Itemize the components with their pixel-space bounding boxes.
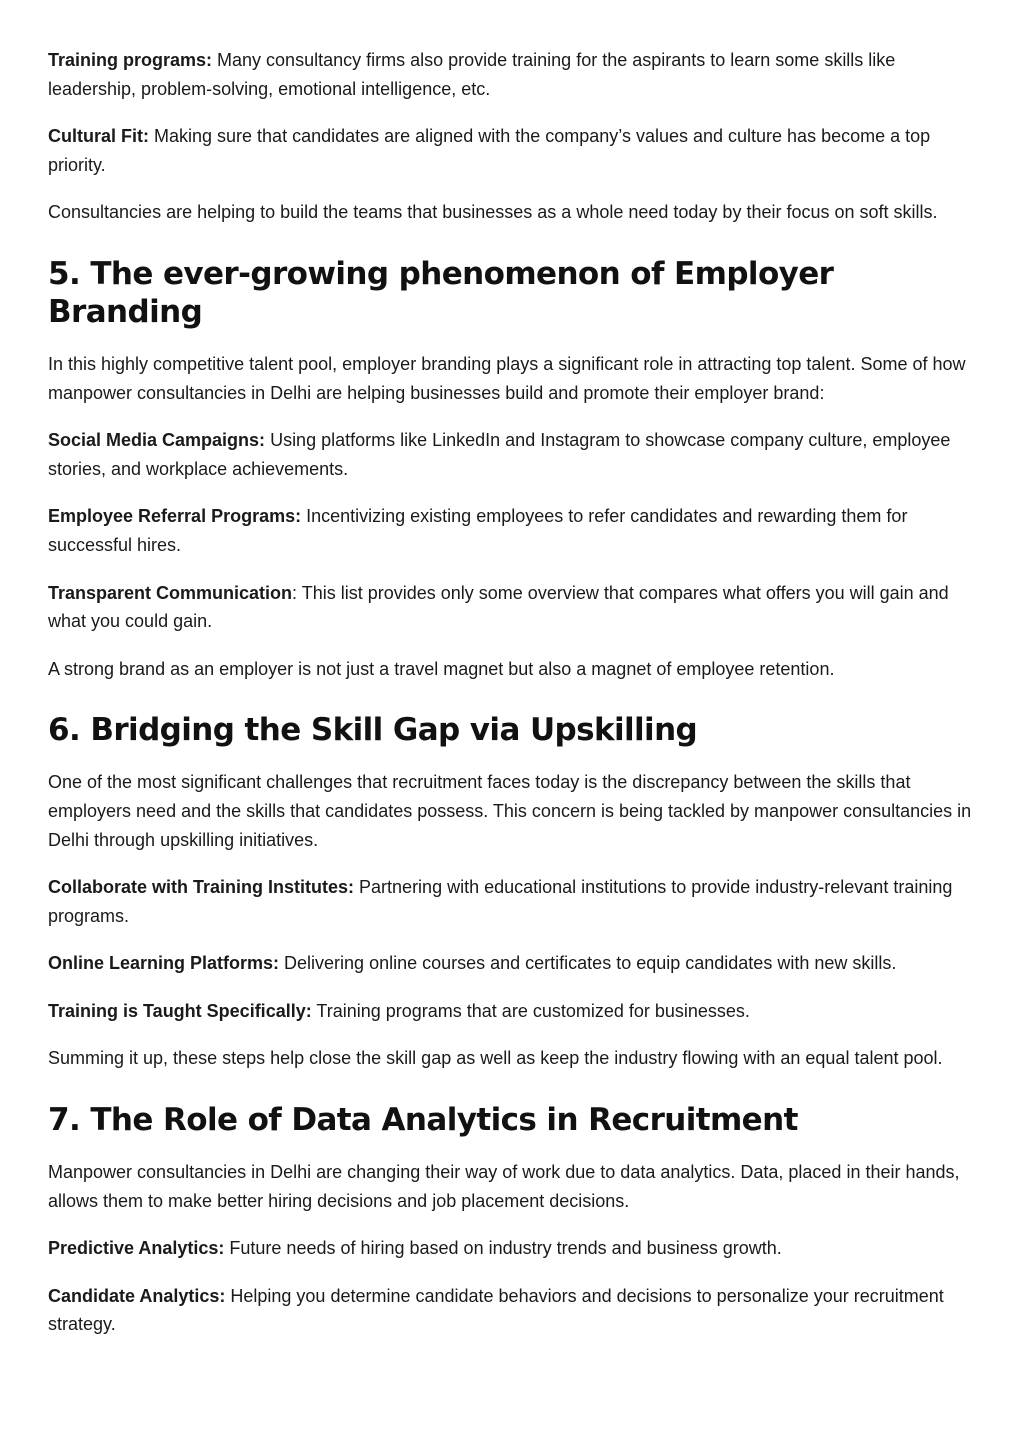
paragraph-label: Online Learning Platforms: [48, 953, 280, 974]
paragraph-text: Training programs that are customized for businesses. [311, 1000, 750, 1021]
paragraph-text: Many consultancy firms also provide training for the aspirants to learn some skills like leadership, problem-solving, emotional intelligence, etc. [48, 50, 896, 99]
paragraph-candidate-analytics [48, 1282, 976, 1339]
paragraph-skill-gap-summary [48, 1044, 976, 1073]
paragraph-text: Using platforms like LinkedIn and Instagram to showcase company culture, employee stories, and workplace achievements. [48, 430, 951, 479]
paragraph-text: Manpower consultancies in Delhi are changing their way of work due to data analytics. Data, placed in their hands, allows them to make better hiring decisions and job placement decisions. [48, 1162, 960, 1211]
paragraph-label: Cultural Fit: [48, 126, 149, 147]
paragraph-text: A strong brand as an employer is not just a travel magnet but also a magnet of employee retention. [48, 658, 835, 679]
paragraph-training-programs [48, 46, 976, 103]
paragraph-label: Social Media Campaigns: [48, 430, 266, 451]
heading-employer-branding: 5. The ever-growing phenomenon of Employer Branding [48, 255, 834, 330]
paragraph-label: Predictive Analytics: [48, 1238, 225, 1259]
paragraph-data-analytics-intro [48, 1158, 976, 1215]
paragraph-training-taught [48, 997, 976, 1026]
paragraph-text: Helping you determine candidate behaviors and decisions to personalize your recruitment strategy. [48, 1285, 944, 1335]
paragraph-text: In this highly competitive talent pool, employer branding plays a significant role in attracting top talent. Some of how manpower consultancies in Delhi are helping businesses build and promote their employer brand: [48, 353, 966, 403]
paragraph-text: Making sure that candidates are aligned with the company’s values and culture has become a top priority. [48, 126, 931, 175]
paragraph-training-institutes [48, 873, 976, 930]
paragraph-text: Incentivizing existing employees to refer candidates and rewarding them for successful hires. [48, 506, 908, 555]
paragraph-employer-brand-summary [48, 655, 976, 684]
paragraph-predictive-analytics [48, 1234, 976, 1263]
heading-skill-gap: 6. Bridging the Skill Gap via Upskilling [48, 712, 698, 749]
paragraph-text: Partnering with educational institutions to provide industry-relevant training programs. [48, 877, 953, 926]
paragraph-text: Summing it up, these steps help close the skill gap as well as keep the industry flowing with an equal talent pool. [48, 1048, 943, 1069]
paragraph-cultural-fit [48, 122, 976, 179]
paragraph-label: Collaborate with Training Institutes: [48, 877, 355, 898]
heading-data-analytics: 7. The Role of Data Analytics in Recruitment [48, 1102, 798, 1139]
paragraph-transparent-communication [48, 579, 976, 636]
paragraph-label: Training is Taught Specifically: [48, 1000, 312, 1021]
paragraph-label: Transparent Communication [48, 582, 293, 603]
paragraph-text: Delivering online courses and certificates to equip candidates with new skills. [279, 953, 897, 974]
paragraph-online-learning [48, 949, 976, 978]
paragraph-skill-gap-intro [48, 768, 976, 854]
paragraph-text: Future needs of hiring based on industry trends and business growth. [224, 1238, 782, 1259]
paragraph-label: Training programs: [48, 50, 213, 70]
paragraph-soft-skills-summary [48, 198, 976, 227]
paragraph-employer-branding-intro [48, 350, 976, 407]
paragraph-text: : This list provides only some overview that compares what offers you will gain and what you could gain. [48, 582, 949, 632]
paragraph-employee-referral-programs [48, 502, 976, 559]
paragraph-text: Consultancies are helping to build the teams that businesses as a whole need today by their focus on soft skills. [48, 202, 938, 223]
paragraph-social-media-campaigns [48, 426, 976, 483]
paragraph-label: Candidate Analytics: [48, 1285, 226, 1306]
paragraph-label: Employee Referral Programs: [48, 506, 302, 527]
paragraph-text: One of the most significant challenges that recruitment faces today is the discrepancy between the skills that employers need and the skills that candidates possess. This concern is being tackled by manpower consultancies in Delhi through upskilling initiatives. [48, 772, 972, 850]
